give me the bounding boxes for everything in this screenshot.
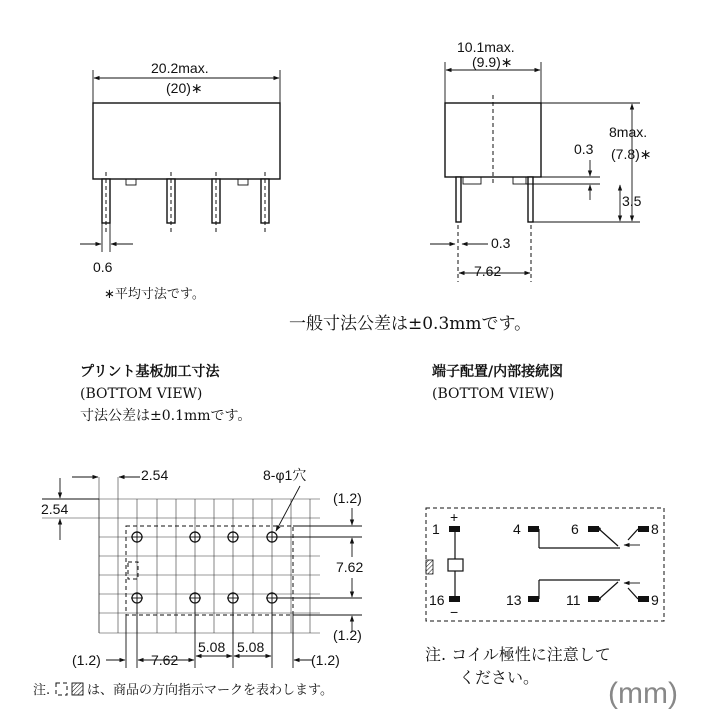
side-view: [430, 39, 652, 282]
col-gap-left-label: 7.62: [151, 652, 179, 668]
front-pins: [102, 172, 269, 232]
unit-label: (mm): [608, 677, 678, 710]
side-pin-left: [456, 177, 461, 222]
pin-1-label: 1: [432, 521, 440, 537]
pcb-holes: [131, 531, 278, 604]
hole-callout: 8-φ1穴: [263, 467, 307, 483]
contact-set-lower: [528, 580, 649, 602]
pin-width-label: 0.6: [93, 259, 113, 275]
pcb-tolerance: 寸法公差は±0.1mmです。: [80, 408, 252, 424]
hatch-mark-symbol: [72, 683, 83, 695]
pcb-grid: [42, 477, 320, 633]
pcb-note-prefix: 注.: [33, 683, 51, 698]
terminal-subtitle: (BOTTOM VIEW): [432, 386, 555, 402]
pin-11-label: 11: [566, 592, 581, 608]
pin-8-label: 8: [651, 521, 659, 537]
coil-polarity-note-2: ください。: [459, 668, 540, 687]
col-pitch-2-label: 5.08: [237, 639, 265, 655]
row-spacing-label: 7.62: [336, 559, 364, 575]
front-standoffs: [126, 179, 248, 185]
orientation-mark: [128, 562, 138, 579]
relay-body-front: [93, 103, 280, 179]
pcb-hole: [189, 531, 201, 543]
contact-set-upper: [528, 526, 649, 548]
orientation-mark-symbol: [56, 683, 67, 695]
pcb-subtitle: (BOTTOM VIEW): [80, 386, 203, 402]
height-max-label: 8max.: [609, 124, 648, 140]
average-dimension-footnote: ∗平均寸法です。: [104, 287, 205, 302]
pcb-layout-section: [33, 363, 363, 698]
right-margin-label: (1.2): [311, 652, 340, 668]
col-pitch-1-label: 5.08: [198, 639, 226, 655]
pin-6-label: 6: [571, 521, 579, 537]
pin-thickness-label: 0.3: [491, 235, 511, 251]
front-view: [80, 60, 280, 302]
coil-symbol: [448, 559, 463, 571]
depth-max-label: 10.1max.: [457, 39, 515, 55]
terminal-title: 端子配置/内部接続図: [432, 364, 564, 380]
pin-9-label: 9: [651, 592, 659, 608]
pin-4-label: 4: [513, 521, 521, 537]
depth-avg-label: (9.9)∗: [472, 54, 513, 70]
standoff-label: 0.3: [574, 141, 594, 157]
row-pitch-label: 7.62: [474, 263, 502, 279]
pin-length-label: 3.5: [622, 193, 642, 209]
general-tolerance-note: 一般寸法公差は±0.3mmです。: [289, 314, 532, 334]
coil-polarity-note-1: 注. コイル極性に注意して: [425, 645, 611, 664]
grid-pitch-y-label: 2.54: [41, 501, 69, 517]
pin-16-label: 16: [429, 592, 445, 608]
grid-pitch-x-label: 2.54: [141, 467, 169, 483]
coil-minus: −: [450, 604, 459, 620]
width-avg-label: (20)∗: [166, 80, 203, 96]
pcb-hole: [131, 531, 143, 543]
pcb-title: プリント基板加工寸法: [80, 364, 220, 380]
coil: [448, 509, 463, 620]
bottom-margin-label: (1.2): [333, 627, 362, 643]
orientation-hatch: [426, 560, 433, 574]
pcb-hole: [227, 531, 239, 543]
pin-13-label: 13: [506, 592, 522, 608]
terminal-diagram-section: [425, 363, 664, 687]
left-margin-label: (1.2): [72, 652, 101, 668]
pcb-note-text: は、商品の方向指示マークを表わします。: [87, 683, 333, 698]
width-max-label: 20.2max.: [151, 60, 209, 76]
height-avg-label: (7.8)∗: [611, 146, 652, 162]
top-margin-label: (1.2): [333, 490, 362, 506]
coil-plus: +: [450, 509, 459, 525]
